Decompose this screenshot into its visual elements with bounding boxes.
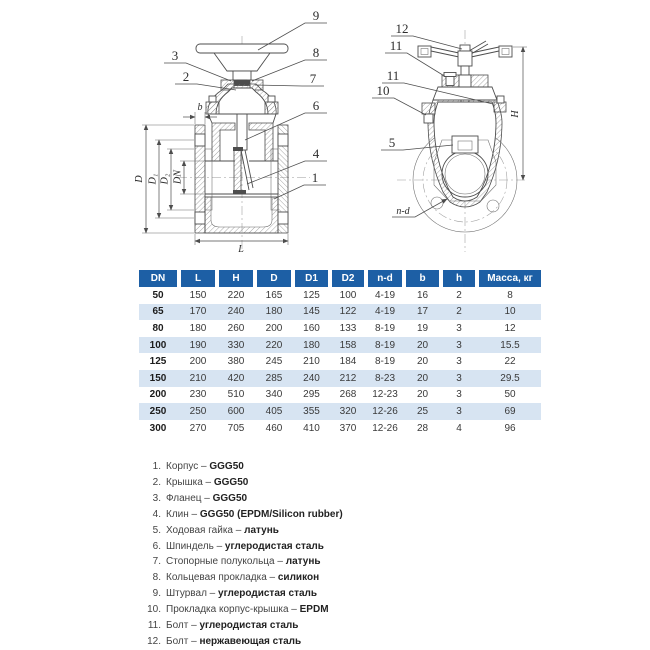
table-cell: 12-23 xyxy=(372,389,398,401)
table-cell: 410 xyxy=(303,422,320,434)
dim-label-L: L xyxy=(238,244,244,255)
callout-7: 7 xyxy=(309,71,317,86)
table-cell: 510 xyxy=(227,389,245,401)
table-cell: 150 xyxy=(189,289,207,301)
table-cell: 122 xyxy=(339,306,357,318)
part-material: латунь xyxy=(244,524,279,536)
table-cell: 29.5 xyxy=(500,372,520,384)
callout-12: 12 xyxy=(395,21,409,36)
packing-flange xyxy=(442,73,488,88)
stem-nut xyxy=(452,136,478,153)
callout-1: 1 xyxy=(311,170,319,185)
table-cell: 180 xyxy=(303,339,320,351)
spec-table-header-cell: h xyxy=(443,270,479,287)
part-number: 1. xyxy=(152,461,161,473)
table-cell: 8 xyxy=(507,289,513,301)
spec-table-header-cell: Масса, кг xyxy=(479,270,541,287)
part-number: 8. xyxy=(152,572,161,584)
part-description xyxy=(166,588,317,599)
part-name: Корпус – xyxy=(166,461,210,473)
parts-list-item xyxy=(143,538,343,554)
part-number: 12. xyxy=(147,635,161,647)
spec-table-header-cell: D2 xyxy=(332,270,368,287)
table-cell: 145 xyxy=(303,306,320,318)
part-number: 11. xyxy=(147,619,161,631)
valve-section-view xyxy=(110,0,340,258)
table-cell: 20 xyxy=(416,356,429,368)
parts-list-item xyxy=(143,617,343,633)
parts-list-item xyxy=(143,491,343,507)
table-cell: 184 xyxy=(339,356,357,368)
spec-table-body xyxy=(139,287,541,436)
part-number: 4. xyxy=(152,508,161,520)
table-cell: 240 xyxy=(303,372,320,384)
part-material: нержавеющая сталь xyxy=(199,635,302,647)
table-cell: 220 xyxy=(227,289,245,301)
part-material: латунь xyxy=(285,556,321,568)
part-name: Крышка – xyxy=(166,477,214,489)
part-material: углеродистая сталь xyxy=(199,619,299,631)
table-cell: 20 xyxy=(416,372,429,384)
table-cell: 28 xyxy=(416,422,429,434)
part-description xyxy=(166,525,279,536)
table-row xyxy=(139,320,541,337)
table-cell: 16 xyxy=(416,289,429,301)
table-cell: 160 xyxy=(303,322,320,334)
callout-10: 10 xyxy=(376,83,390,98)
table-cell: 285 xyxy=(265,372,283,384)
table-cell: 220 xyxy=(265,339,283,351)
part-description xyxy=(166,461,244,472)
table-cell: 12-26 xyxy=(372,422,398,434)
flange-right xyxy=(278,125,288,233)
parts-list-item xyxy=(143,507,343,523)
table-cell: 2 xyxy=(456,289,462,301)
table-cell: 460 xyxy=(265,422,283,434)
spec-table-header-cell: D1 xyxy=(295,270,332,287)
spec-table-header-row xyxy=(139,270,541,287)
table-cell: 4 xyxy=(456,422,462,434)
spec-table-header-cell: DN xyxy=(139,270,181,287)
part-number: 9. xyxy=(152,588,161,600)
table-cell: 405 xyxy=(265,405,283,417)
part-number: 10. xyxy=(147,604,161,616)
part-name: Кольцевая прокладка – xyxy=(166,572,278,584)
parts-list-item xyxy=(143,475,343,491)
table-cell: 210 xyxy=(189,372,207,384)
part-material: углеродистая сталь xyxy=(224,540,324,552)
spec-table-header-cell: D xyxy=(257,270,295,287)
spec-table-header-cell: n-d xyxy=(368,270,406,287)
callout-11a: 11 xyxy=(389,38,403,53)
table-cell: 15.5 xyxy=(500,339,520,351)
part-name: Фланец – xyxy=(166,493,213,505)
table-cell: 69 xyxy=(504,405,516,417)
part-description xyxy=(166,477,248,488)
table-cell: 8-23 xyxy=(374,372,395,384)
part-description xyxy=(166,509,343,520)
part-description xyxy=(166,636,301,647)
callout-9: 9 xyxy=(312,8,320,23)
part-name: Болт – xyxy=(166,619,200,631)
spec-table xyxy=(139,270,541,436)
table-cell: 268 xyxy=(339,389,357,401)
table-cell: 3 xyxy=(456,405,462,417)
parts-list-item xyxy=(143,554,343,570)
table-cell: 8-19 xyxy=(374,356,395,368)
table-cell: 10 xyxy=(504,306,516,318)
part-material: GGG50 xyxy=(209,461,244,473)
part-number: 3. xyxy=(152,493,161,505)
callout-6: 6 xyxy=(312,98,320,113)
table-cell: 100 xyxy=(149,339,167,351)
table-row xyxy=(139,403,541,420)
table-cell: 355 xyxy=(303,405,320,417)
table-cell: 250 xyxy=(189,405,207,417)
part-number: 6. xyxy=(152,540,161,552)
table-cell: 80 xyxy=(152,322,164,334)
table-cell: 600 xyxy=(227,405,245,417)
dim-label-H: H xyxy=(510,110,521,118)
table-cell: 3 xyxy=(456,389,462,401)
table-cell: 295 xyxy=(303,389,320,401)
part-material: GGG50 (EPDM/Silicon rubber) xyxy=(199,508,343,520)
dim-label-D2: D₂ xyxy=(159,173,171,185)
table-cell: 420 xyxy=(227,372,245,384)
table-cell: 17 xyxy=(416,306,429,318)
table-cell: 200 xyxy=(149,389,167,401)
part-description xyxy=(166,572,319,583)
part-name: Клин – xyxy=(166,508,200,520)
handwheel xyxy=(418,41,512,66)
table-row xyxy=(139,387,541,404)
callout-4: 4 xyxy=(312,146,320,161)
table-cell: 133 xyxy=(339,322,357,334)
table-cell: 50 xyxy=(152,289,164,301)
parts-list-item xyxy=(143,522,343,538)
table-cell: 200 xyxy=(265,322,283,334)
dim-label-D: D xyxy=(134,175,145,183)
part-description xyxy=(166,556,321,567)
callout-3: 3 xyxy=(171,48,179,63)
part-material: GGG50 xyxy=(213,477,249,489)
part-name: Стопорные полукольца – xyxy=(166,556,286,568)
table-cell: 165 xyxy=(265,289,283,301)
table-cell: 180 xyxy=(265,306,283,318)
part-material: EPDM xyxy=(299,604,329,616)
table-cell: 125 xyxy=(303,289,320,301)
spec-table-header-cell: L xyxy=(181,270,219,287)
table-cell: 260 xyxy=(227,322,245,334)
table-cell: 3 xyxy=(456,339,462,351)
valve-body xyxy=(428,100,502,207)
parts-list-item xyxy=(143,602,343,618)
table-cell: 200 xyxy=(189,356,207,368)
table-cell: 12-26 xyxy=(372,405,398,417)
table-cell: 180 xyxy=(189,322,207,334)
table-cell: 100 xyxy=(339,289,357,301)
callout-11b: 11 xyxy=(386,68,400,83)
table-cell: 65 xyxy=(152,306,164,318)
dim-label-n-d: n-d xyxy=(396,206,410,217)
table-row xyxy=(139,353,541,370)
table-cell: 370 xyxy=(339,422,357,434)
table-cell: 20 xyxy=(416,339,429,351)
table-cell: 330 xyxy=(227,339,245,351)
part-number: 5. xyxy=(152,524,161,536)
table-cell: 12 xyxy=(504,322,516,334)
table-cell: 125 xyxy=(149,356,167,368)
handwheel xyxy=(196,44,288,80)
table-cell: 210 xyxy=(303,356,320,368)
table-row xyxy=(139,304,541,321)
part-name: Прокладка корпус-крышка – xyxy=(166,604,300,616)
dim-label-b: b xyxy=(197,102,203,113)
table-row xyxy=(139,370,541,387)
table-cell: 190 xyxy=(189,339,207,351)
part-name: Шпиндель – xyxy=(166,540,225,552)
table-cell: 8-19 xyxy=(374,322,395,334)
parts-list-item xyxy=(143,570,343,586)
part-material: силикон xyxy=(277,572,320,584)
callout-8: 8 xyxy=(312,45,320,60)
part-name: Ходовая гайка – xyxy=(166,524,245,536)
table-cell: 240 xyxy=(227,306,245,318)
table-row xyxy=(139,420,541,437)
table-cell: 96 xyxy=(504,422,516,434)
part-description xyxy=(166,604,329,615)
table-cell: 3 xyxy=(456,322,462,334)
table-cell: 4-19 xyxy=(374,289,395,301)
valve-body-bottom xyxy=(205,197,278,233)
table-cell: 300 xyxy=(149,422,167,434)
part-number: 7. xyxy=(152,556,161,568)
part-description xyxy=(166,541,324,552)
part-material: углеродистая сталь xyxy=(218,588,318,600)
table-cell: 50 xyxy=(504,389,516,401)
table-cell: 3 xyxy=(456,356,462,368)
table-cell: 270 xyxy=(189,422,207,434)
table-cell: 212 xyxy=(339,372,357,384)
table-cell: 150 xyxy=(149,372,167,384)
table-cell: 230 xyxy=(189,389,207,401)
table-cell: 25 xyxy=(416,405,429,417)
table-cell: 3 xyxy=(456,372,462,384)
table-cell: 19 xyxy=(416,322,429,334)
table-cell: 2 xyxy=(456,306,462,318)
part-description xyxy=(166,493,247,504)
table-cell: 705 xyxy=(227,422,245,434)
table-cell: 380 xyxy=(227,356,245,368)
bonnet xyxy=(433,87,497,100)
table-cell: 170 xyxy=(189,306,207,318)
table-row xyxy=(139,287,541,304)
part-description xyxy=(166,620,298,631)
table-cell: 250 xyxy=(149,405,167,417)
table-cell: 22 xyxy=(504,356,516,368)
parts-list-item xyxy=(143,633,343,649)
part-name: Штурвал – xyxy=(166,588,219,600)
table-cell: 20 xyxy=(416,389,429,401)
flange-left xyxy=(195,125,205,233)
callout-2: 2 xyxy=(182,69,190,84)
wedge xyxy=(233,147,253,194)
table-cell: 245 xyxy=(265,356,283,368)
table-cell: 4-19 xyxy=(374,306,395,318)
parts-list-item xyxy=(143,586,343,602)
callout-5: 5 xyxy=(388,135,396,150)
table-cell: 158 xyxy=(339,339,357,351)
table-cell: 8-19 xyxy=(374,339,395,351)
parts-list xyxy=(143,459,343,649)
part-name: Болт – xyxy=(166,635,200,647)
valve-front-view xyxy=(335,0,600,260)
parts-list-item xyxy=(143,459,343,475)
table-row xyxy=(139,337,541,354)
table-cell: 320 xyxy=(339,405,357,417)
part-material: GGG50 xyxy=(212,493,248,505)
dim-label-D1: D₁ xyxy=(147,173,159,185)
part-number: 2. xyxy=(152,477,161,489)
table-cell: 340 xyxy=(265,389,283,401)
spec-table-header-cell: H xyxy=(219,270,257,287)
dim-label-DN: DN xyxy=(172,170,184,184)
spec-table-header-cell: b xyxy=(406,270,443,287)
